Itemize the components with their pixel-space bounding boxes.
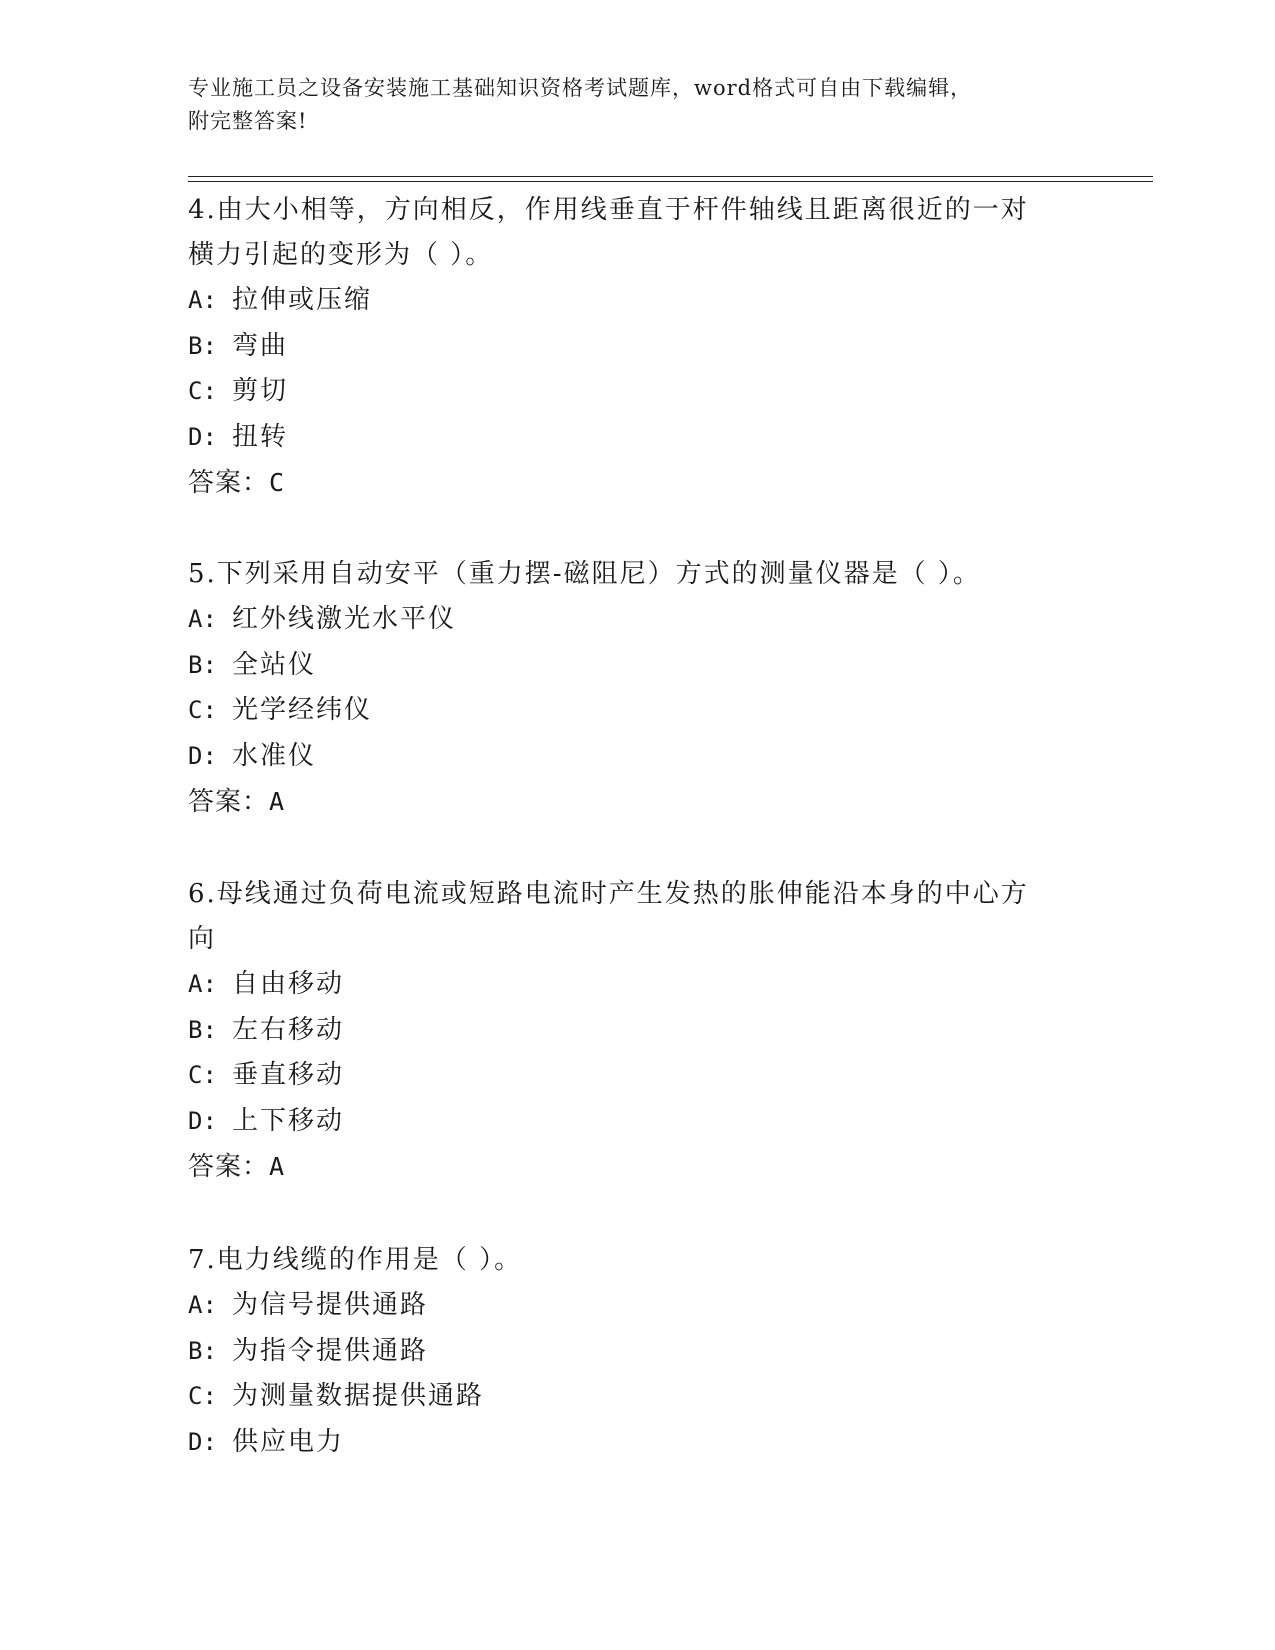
option-text: 为指令提供通路 (232, 1335, 429, 1366)
option-key: C: (188, 377, 217, 405)
question-6 (188, 872, 1068, 1190)
option-key: C: (188, 1061, 217, 1089)
question-stem-line-2: 横力引起的变形为（ ）。 (188, 240, 494, 270)
option-key: D: (188, 422, 217, 451)
option-text: 水准仪 (232, 740, 317, 771)
option-text: 为信号提供通路 (232, 1290, 429, 1320)
option-key: B: (188, 1015, 217, 1044)
answer-value: A (269, 787, 286, 816)
option-a (188, 1283, 1068, 1329)
option-d (188, 1420, 1068, 1466)
option-b (188, 1329, 1068, 1375)
answer-label: 答案： (188, 468, 270, 498)
question-stem-line-1: 4.由大小相等，方向相反，作用线垂直于杆件轴线且距离很近的一对 (188, 195, 1029, 225)
option-d (188, 1099, 1068, 1145)
document-header (188, 72, 1068, 138)
option-key: C: (188, 696, 217, 724)
option-key: A: (188, 970, 217, 998)
question-7 (188, 1238, 1068, 1465)
option-d (188, 734, 1068, 780)
question-stem-line-2: 向 (188, 924, 217, 954)
option-text: 拉伸或压缩 (232, 285, 373, 315)
option-c (188, 1374, 1068, 1420)
option-a (188, 962, 1068, 1008)
option-text: 扭转 (232, 421, 289, 452)
option-text: 全站仪 (232, 649, 317, 680)
header-divider-bottom (188, 181, 1153, 182)
question-stem-line-1: 5.下列采用自动安平（重力摆-磁阻尼）方式的测量仪器是（ ）。 (188, 559, 981, 589)
header-line-2: 附完整答案! (188, 109, 308, 133)
option-b (188, 643, 1068, 689)
header-line-1: 专业施工员之设备安装施工基础知识资格考试题库，word格式可自由下载编辑， (188, 76, 973, 100)
option-key: C: (188, 1382, 217, 1410)
option-text: 自由移动 (232, 969, 345, 999)
option-text: 剪切 (232, 376, 289, 406)
option-key: A: (188, 1291, 217, 1319)
question-4 (188, 188, 1068, 506)
option-text: 左右移动 (232, 1014, 345, 1045)
option-text: 供应电力 (232, 1426, 345, 1457)
option-key: B: (188, 650, 217, 679)
option-d (188, 415, 1068, 461)
option-text: 上下移动 (232, 1105, 345, 1136)
question-stem-line-1: 6.母线通过负荷电流或短路电流时产生发热的胀伸能沿本身的中心方 (188, 879, 1029, 909)
answer-value: C (269, 468, 286, 497)
answer-value: A (269, 1152, 286, 1181)
question-5 (188, 552, 1068, 825)
header-divider-top (188, 176, 1153, 177)
option-key: D: (188, 1106, 217, 1135)
option-key: A: (188, 605, 217, 633)
answer-label: 答案： (188, 787, 270, 817)
option-key: B: (188, 1336, 217, 1365)
option-a (188, 278, 1068, 324)
answer-line (188, 460, 1068, 506)
option-key: D: (188, 1427, 217, 1456)
answer-line (188, 1144, 1068, 1190)
option-text: 垂直移动 (232, 1060, 345, 1090)
answer-label: 答案： (188, 1152, 270, 1182)
option-text: 为测量数据提供通路 (232, 1381, 485, 1411)
option-text: 光学经纬仪 (232, 695, 373, 725)
answer-line (188, 779, 1068, 825)
option-c (188, 1053, 1068, 1099)
option-key: B: (188, 331, 217, 360)
option-text: 红外线激光水平仪 (232, 604, 457, 634)
option-c (188, 688, 1068, 734)
option-b (188, 324, 1068, 370)
option-b (188, 1008, 1068, 1054)
option-text: 弯曲 (232, 330, 289, 361)
option-a (188, 597, 1068, 643)
option-key: A: (188, 286, 217, 314)
option-c (188, 369, 1068, 415)
question-stem-line-1: 7.电力线缆的作用是（ ）。 (188, 1245, 523, 1275)
option-key: D: (188, 741, 217, 770)
